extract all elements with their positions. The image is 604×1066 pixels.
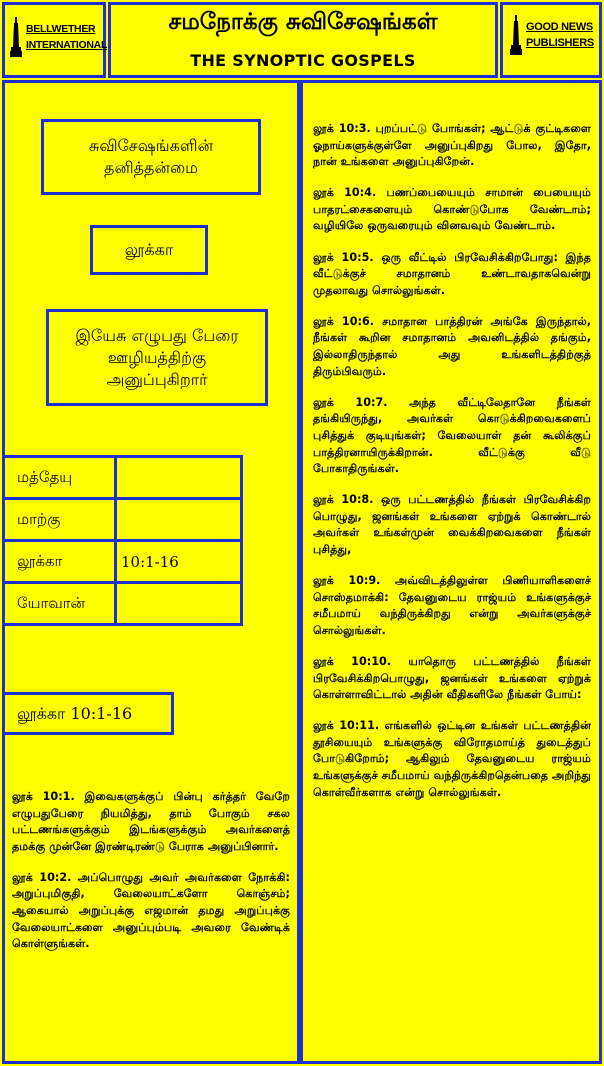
verse-paragraph: லூக் 10:7. அந்த வீட்டிலேதானே நீங்கள் தங்கியிருந்து, அவர்கள் கொடுக்கிறவைகளைப் புசித்துக் குடியுங்கள்; வேலையாள் தன் கூலிக்குப் பாத்திரனாயிருக்கிறான். வீட்டுக்கு வீடு போகாதிருங்கள். xyxy=(313,395,591,476)
table-row xyxy=(4,541,242,583)
gospel-cell: மாற்கு xyxy=(4,499,116,541)
verse-paragraph: லூக் 10:1. இவைகளுக்குப் பின்பு கர்த்தர் வேறே எழுபதுபேரை நியமித்து, தாம் போகும் சகல பட்டணங்களுக்கும் இடங்களுக்கும் அவர்களைத் தமக்கு முன்னே இரண்டிரண்டு பேராக அனுப்பினார். xyxy=(12,790,290,853)
verse-paragraph: லூக் 10:6. சமாதான பாத்திரன் அங்கே இருந்தால், நீங்கள் கூறின சமாதானம் அவனிடத்தில் தங்கும், இல்லாதிருந்தால் அது உங்களிடத்திற்குத் திரும்பிவரும். xyxy=(313,314,591,378)
verse-paragraph: லூக் 10:9. அவ்விடத்திலுள்ள பிணியாளிகளைச் சொஸ்தமாக்கி: தேவனுடைய ராஜ்யம் உங்களுக்குச் சமீபமாய் வந்திருக்கிறது என்று அவர்களுக்குச் சொல்லுங்கள். xyxy=(313,574,591,637)
passage-reference-box xyxy=(2,692,174,735)
gospel-reference-table xyxy=(2,455,243,626)
gospel-name-box xyxy=(90,225,208,275)
reference-cell xyxy=(116,499,242,541)
table-row xyxy=(4,583,242,625)
tower-logo-icon xyxy=(510,15,522,55)
reference-cell xyxy=(116,583,242,625)
left-verses xyxy=(12,789,290,967)
page-title-tamil: சமநோக்கு சுவிசேஷங்கள் xyxy=(168,8,438,35)
topic-title: இயேசு எழுபது பேரை ஊழியத்திற்கு அனுப்புகிறார் xyxy=(75,325,239,389)
tower-logo-icon xyxy=(10,17,22,57)
bellwether-logo-line-2: INTERNATIONAL xyxy=(26,39,108,51)
verse-paragraph: லூக் 10:2. அப்பொழுது அவர் அவர்களை நோக்கி: அறுப்புமிகுதி, வேலையாட்களோ கொஞ்சம்; ஆகையால் அறுப்புக்கு எஜமான் தமது அறுப்புக்கு வேலையாட்களை அனுப்பும்படி அவரை வேண்டிக் கொள்ளுங்கள். xyxy=(12,870,290,951)
gospel-cell: மத்தேயு xyxy=(4,457,116,499)
gospel-cell: யோவான் xyxy=(4,583,116,625)
table-row xyxy=(4,499,242,541)
gospel-cell: லூக்கா xyxy=(4,541,116,583)
topic-box xyxy=(46,309,268,406)
verse-paragraph: லூக் 10:11. எங்களில் ஒட்டின உங்கள் பட்டணத்தின் தூசியையும் உங்களுக்கு விரோதமாய்த் துடைத்துப் போடுகிறோம்; ஆகிலும் தேவனுடைய ராஜ்யம் உங்களுக்குச் சமீபமாய் வந்திருக்கிறதென்பதை அறிந்து கொள்வீர்களாக என்று சொல்லுங்கள். xyxy=(313,719,591,799)
page-title-english: THE SYNOPTIC GOSPELS xyxy=(190,51,416,70)
good-news-logo-line-1: GOOD NEWS xyxy=(526,21,593,33)
verse-paragraph: லூக் 10:3. புறப்பட்டு போங்கள்; ஆட்டுக் குட்டிகளை ஓநாய்களுக்குள்ளே அனுப்புகிறது போல, இதோ, நான் உங்களை அனுப்புகிறேன். xyxy=(313,122,591,169)
verse-paragraph: லூக் 10:4. பணப்பையையும் சாமான் பையையும் பாதரட்சைகளையும் கொண்டுபோக வேண்டாம்; வழியிலே ஒருவரையும் வினவவும் வேண்டாம். xyxy=(313,186,591,233)
section-title-box xyxy=(41,119,261,195)
gospel-name: லூக்கா xyxy=(124,240,174,259)
verse-paragraph: லூக் 10:5. ஒரு வீட்டில் பிரவேசிக்கிறபோது: இந்த வீட்டுக்குச் சமாதானம் உண்டாவதாகவென்று முதலாவது சொல்லுங்கள். xyxy=(313,250,591,297)
reference-cell: 10:1-16 xyxy=(116,541,242,583)
verse-paragraph: லூக் 10:8. ஒரு பட்டணத்தில் நீங்கள் பிரவேசிக்கிற பொழுது, ஜனங்கள் உங்களை ஏற்றுக் கொண்டால் அவர்கள் உங்கள்முன் வைக்கிறவைகளை நீங்கள் புசித்து, xyxy=(313,493,591,556)
bellwether-logo-line-1: BELLWETHER xyxy=(26,23,96,35)
good-news-logo-line-2: PUBLISHERS xyxy=(526,37,594,49)
right-verses xyxy=(313,121,591,816)
bellwether-logo xyxy=(10,17,107,57)
verse-paragraph: லூக் 10:10. யாதொரு பட்டணத்தில் நீங்கள் பிரவேசிக்கிறபொழுது, ஜனங்கள் உங்களை ஏற்றுக் கொள்ளாவிட்டால் அதின் வீதிகளிலே நீங்கள் போய்: xyxy=(313,654,591,702)
reference-cell xyxy=(116,457,242,499)
section-title: சுவிசேஷங்களின் தனித்தன்மை xyxy=(88,136,214,177)
passage-reference: லூக்கா 10:1-16 xyxy=(17,703,133,723)
table-row xyxy=(4,457,242,499)
good-news-logo xyxy=(510,15,594,55)
